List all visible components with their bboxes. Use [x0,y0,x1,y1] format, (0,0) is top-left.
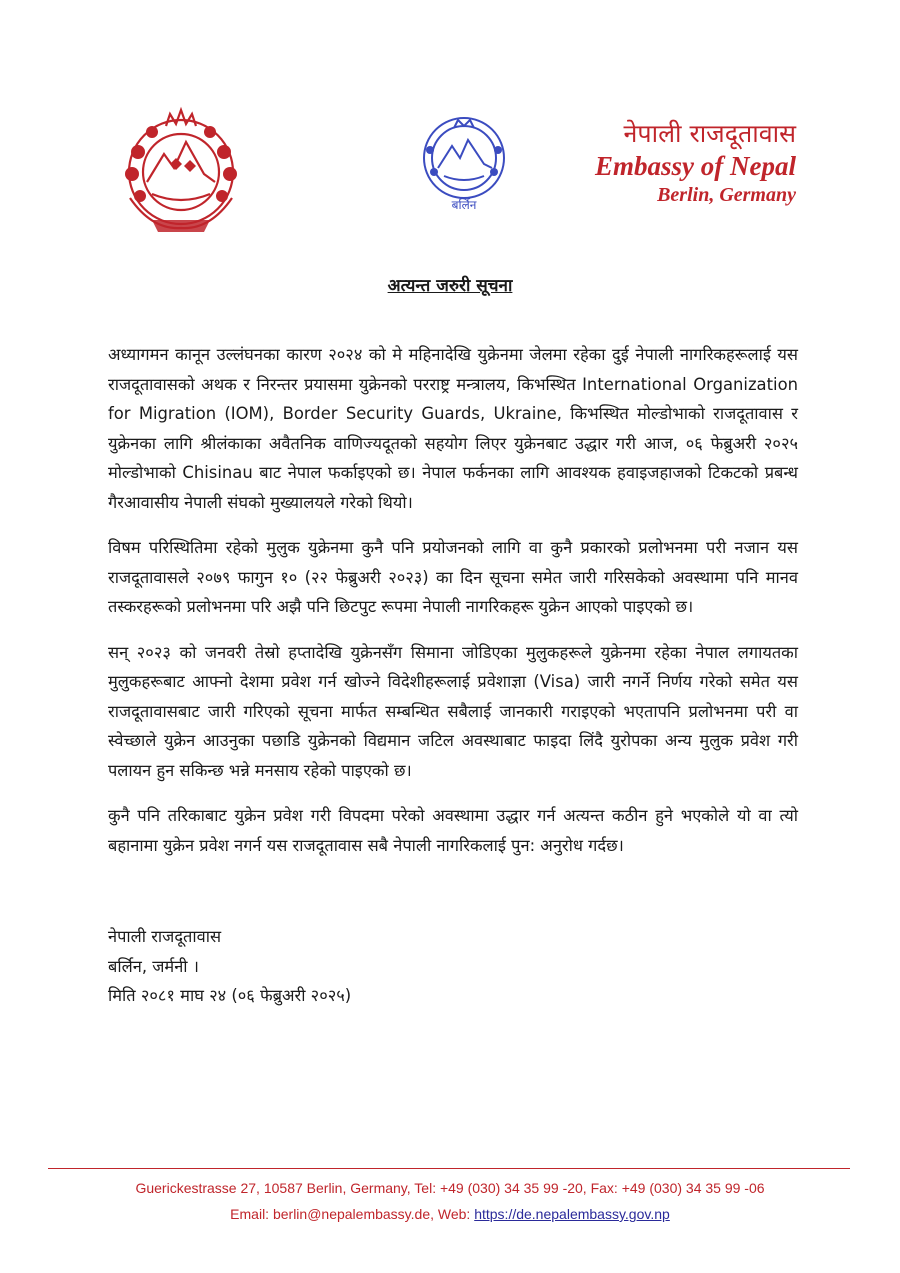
footer-email: Email: berlin@nepalembassy.de, Web: [230,1206,471,1222]
paragraph-3: सन् २०२३ को जनवरी तेस्रो हप्तादेखि युक्रेनसँग सिमाना जोडिएका मुलुकहरूले युक्रेनमा रहेका नेपाल लगायतका मुलुकहरूबाट आफ्नो देशमा प्रवेश गर्न खोज्ने विदेशीहरूलाई प्रवेशाज्ञा (Visa) जारी नगर्ने निर्णय गरेको समेत यस राजदूतावासबाट जारी गरिएको सूचना मार्फत सम्बन्धित सबैलाई जानकारी गराइएको भएतापनि प्रलोभनमा परी वा स्वेच्छाले युक्रेन आउनुका पछाडि युक्रेनको विद्यमान जटिल अवस्थाबाट फाइदा लिंदै युरोपका अन्य मुलुक प्रवेश गरी पलायन हुन सकिन्छ भन्ने मनसाय रहेको पाइएको छ। [108,642,798,780]
signature-issuer: नेपाली राजदूतावास [108,927,222,946]
footer-contact [0,1206,900,1222]
seal-caption: बर्लिन [451,198,477,212]
embassy-name-english: Embassy of Nepal [595,151,796,181]
paragraph-2: विषम परिस्थितिमा रहेको मुलुक युक्रेनमा कुनै पनि प्रयोजनको लागि वा कुनै प्रकारको प्रलोभनमा परी नजान यस राजदूतावासले २०७९ फागुन १० (२२ फेब्रुअरी २०२३) का दिन सूचना समेत जारी गरिसकेको अवस्थामा पनि मानव तस्करहरूको प्रलोभनमा परि अझै पनि छिटपुट रूपमा नेपाली नागरिकहरू युक्रेन आएको पाइएको छ। [108,538,798,616]
notice-title: अत्यन्त जरुरी सूचना [387,276,513,296]
letterhead [595,118,796,208]
signature-block [108,922,351,1011]
embassy-city: Berlin, Germany [657,184,796,206]
signature-date: मिति २०८१ माघ २४ (०६ फेब्रुअरी २०२५) [108,986,352,1005]
embassy-name-nepali: नेपाली राजदूतावास [623,119,796,148]
paragraph-4: कुनै पनि तरिकाबाट युक्रेन प्रवेश गरी विपदमा परेको अवस्थामा उद्धार गर्न अत्यन्त कठीन हुने भएकोले यो वा त्यो बहानामा युक्रेन प्रवेश नगर्न यस राजदूतावास सबै नेपाली नागरिकलाई पुन: अनुरोध गर्दछ। [108,806,798,855]
footer-divider [48,1168,850,1169]
notice-body [108,340,798,876]
website-link[interactable]: https://de.nepalembassy.gov.np [474,1206,670,1222]
nepal-national-emblem-icon [112,102,250,238]
paragraph-1: अध्यागमन कानून उल्लंघनका कारण २०२४ को मे महिनादेखि युक्रेनमा जेलमा रहेका दुई नेपाली नागरिकहरूलाई यस राजदूतावासको अथक र निरन्तर प्रयासमा युक्रेनको परराष्ट्र मन्त्रालय, किभस्थित International Organization for Migration (IOM), Border Security Guards, Ukraine, किभस्थित मोल्डोभाको राजदूतावास र युक्रेनका लागि श्रीलंकाका अवैतनिक वाणिज्यदूतको सहयोग लिएर युक्रेनबाट उद्धार गरी आज, ०६ फेब्रुअरी २०२५ मोल्डोभाको Chisinau बाट नेपाल फर्काइएको छ। नेपाल फर्कनका लागि आवश्यक हवाइजहाजको टिकटको प्रबन्ध गैरआवासीय नेपाली संघको मुख्यालयले गरेको थियो। [108,345,798,512]
signature-location: बर्लिन, जर्मनी । [108,956,199,976]
footer-address: Guerickestrasse 27, 10587 Berlin, Germany, Tel: +49 (030) 34 35 99 -20, Fax: +49 (030) 34 35 99 -06 [135,1180,765,1196]
